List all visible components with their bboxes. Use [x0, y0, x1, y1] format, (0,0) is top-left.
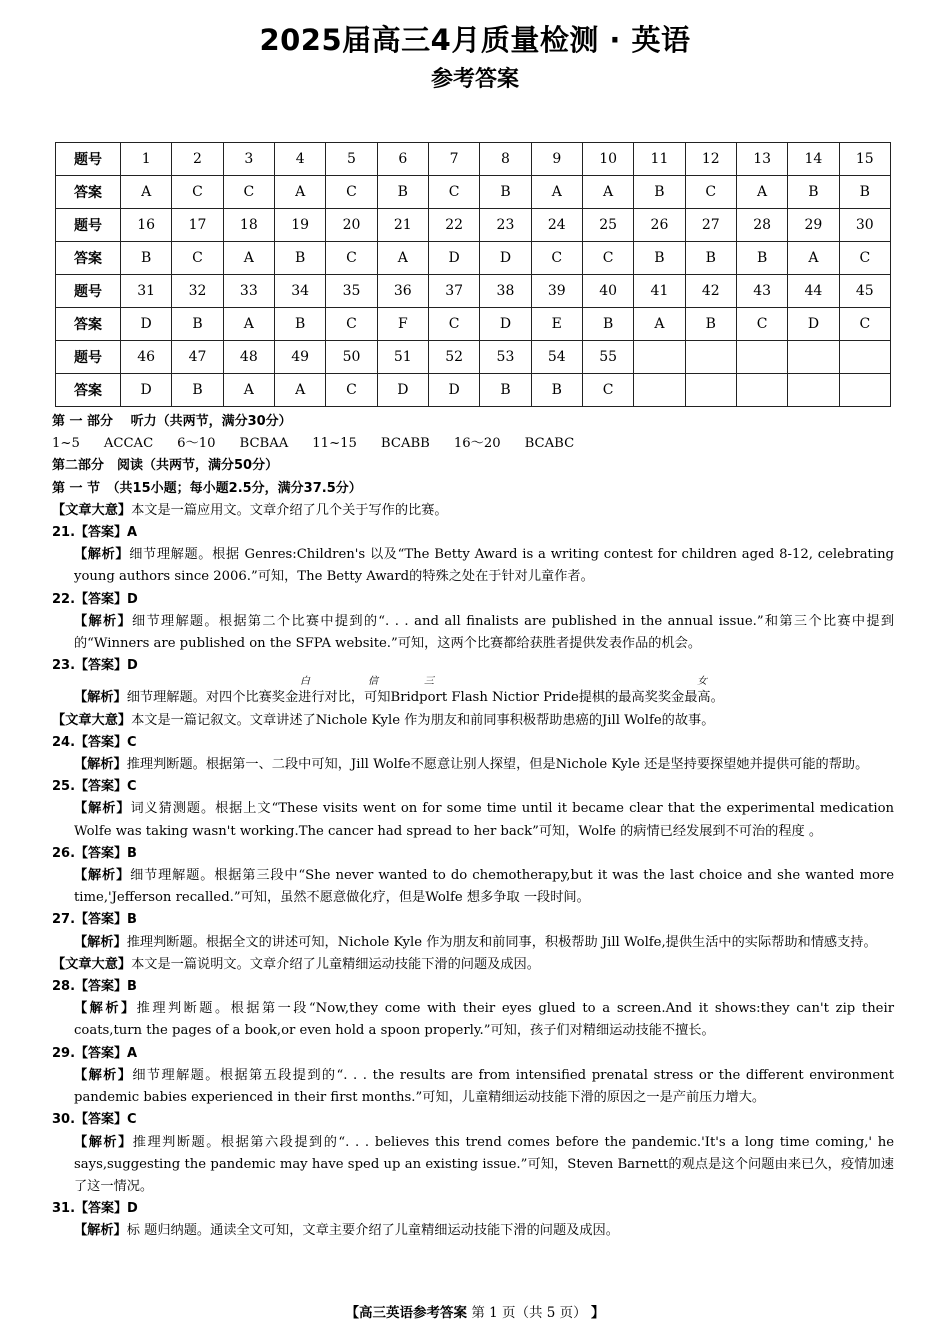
analysis-label: 【解析】: [74, 613, 132, 629]
analysis-text: 细节理解题。对四个比赛奖金进行对比，可知Bridport Flash Nictior Pride提棋的最高奖奖金最高。: [126, 690, 724, 706]
answer-cell: C: [839, 308, 890, 341]
answer-cell: D: [480, 242, 531, 275]
answer-value: A: [127, 1045, 138, 1061]
answer-cell: A: [274, 176, 325, 209]
part2-heading: 第二部分 阅读（共两节，满分50分）: [52, 458, 279, 474]
analysis: [52, 1220, 894, 1242]
answer-label: 【答案】: [75, 912, 128, 928]
analysis-label: 【解析】: [74, 1001, 137, 1017]
analysis-text: 推理判断题。根据第一、二段中可知，Jill Wolfe不愿意让别人探望，但是Nichole Kyle 还是坚持要探望她并提供可能的帮助。: [126, 757, 869, 773]
question-number-cell: 10: [582, 143, 633, 176]
question-number-row: [56, 341, 891, 374]
question-number-cell: 35: [326, 275, 377, 308]
answer-label: 【答案】: [75, 658, 128, 674]
question-number-cell: 45: [839, 275, 890, 308]
question-number-cell: 46: [121, 341, 172, 374]
question-number-cell: [685, 341, 736, 374]
row-label: 题号: [56, 209, 121, 242]
answer-cell: B: [634, 176, 685, 209]
question-number-row: [56, 209, 891, 242]
summary-text: 本文是一篇记叙文。文章讲述了Nichole Kyle 作为朋友和前同事积极帮助患癌的Jill Wolfe的故事。: [131, 712, 715, 728]
answer-cell: C: [326, 374, 377, 407]
answer-cell: E: [531, 308, 582, 341]
answer-cell: D: [428, 242, 479, 275]
question-number-cell: 28: [736, 209, 787, 242]
question-number-cell: 25: [582, 209, 633, 242]
analysis-text: 细节理解题。根据 Genres:Children's 以及“The Betty Award is a writing contest for children aged 8-12, celebrating young authors since 2006.”可知，The Betty Award的特殊之处在于针对儿童作者。: [74, 547, 895, 585]
mark: 白: [300, 676, 310, 688]
answer-cell: C: [172, 176, 223, 209]
answer-label: 【答案】: [75, 1201, 128, 1217]
answer-row: [56, 242, 891, 275]
answer-label: 【答案】: [75, 845, 128, 861]
answer-cell: B: [685, 308, 736, 341]
answer-cell: [788, 374, 839, 407]
question-number-cell: 22: [428, 209, 479, 242]
question-number: 26.: [52, 845, 76, 861]
analysis: [52, 1132, 894, 1199]
row-label: 答案: [56, 308, 121, 341]
article-summary: [52, 710, 894, 732]
question-number-cell: 27: [685, 209, 736, 242]
answer-value: B: [127, 912, 137, 928]
row-label: 答案: [56, 176, 121, 209]
analysis-label: 【解析】: [74, 1223, 127, 1239]
listening-group: BCABC: [524, 436, 575, 452]
answer-cell: D: [377, 374, 428, 407]
answer-cell: B: [531, 374, 582, 407]
answer-value: D: [127, 658, 138, 674]
analysis-label: 【解析】: [74, 868, 131, 884]
analysis-label: 【解析】: [74, 757, 127, 773]
question-number: 29.: [52, 1045, 76, 1061]
question-number-cell: 2: [172, 143, 223, 176]
answer-cell: A: [274, 374, 325, 407]
summary-text: 本文是一篇说明文。文章介绍了儿童精细运动技能下滑的问题及成因。: [131, 956, 540, 972]
answer-cell: C: [326, 308, 377, 341]
answer-cell: B: [685, 242, 736, 275]
answer-cell: C: [736, 308, 787, 341]
answer-cell: D: [121, 374, 172, 407]
answer-cell: D: [480, 308, 531, 341]
answer-row: [56, 176, 891, 209]
analysis-text: 推理判断题。根据第一段“Now,they come with their eyes glued to a screen.And it shows:they can't zip their coats,turn the pages of a book,or even hold a spoon properly.”可知，孩子们对精细运动技能不擅长。: [74, 1001, 895, 1039]
analysis: [52, 754, 894, 776]
answer-cell: C: [326, 242, 377, 275]
row-label: 答案: [56, 374, 121, 407]
question-number-cell: [839, 341, 890, 374]
answer-cell: B: [274, 242, 325, 275]
analysis: [52, 611, 894, 655]
mark: 信: [368, 676, 378, 688]
answer-cell: B: [480, 374, 531, 407]
answer-label: 【答案】: [75, 525, 128, 541]
summary-label: 【文章大意】: [52, 712, 132, 728]
answer-cell: B: [172, 308, 223, 341]
answer-value: C: [127, 779, 137, 795]
analysis-label: 【解析】: [74, 801, 131, 817]
question-number-cell: 42: [685, 275, 736, 308]
page-footer: [0, 1301, 950, 1321]
listening-group: 6～10: [177, 436, 216, 452]
listening-group: 16～20: [453, 436, 501, 452]
answer-label: 【答案】: [75, 1112, 128, 1128]
analysis-text: 推理判断题。根据全文的讲述可知，Nichole Kyle 作为朋友和前同事，积极帮助 Jill Wolfe,提供生活中的实际帮助和情感支持。: [126, 934, 877, 950]
question-number: 21.: [52, 525, 76, 541]
question-number: 23.: [52, 658, 76, 674]
question-number-cell: [788, 341, 839, 374]
answer-cell: [634, 374, 685, 407]
answer-cell: B: [172, 374, 223, 407]
analysis-text: 细节理解题。根据第五段提到的“. . . the results are from intensified prenatal stress or the different environment pandemic babies experienced in their first months.”可知，儿童精细运动技能下滑的原因之一是产前压力增大。: [74, 1067, 895, 1106]
answer-cell: A: [223, 374, 274, 407]
analysis: [52, 687, 894, 709]
question-number-cell: [736, 341, 787, 374]
question-number-cell: 48: [223, 341, 274, 374]
question-number-cell: 38: [480, 275, 531, 308]
analysis-label: 【解析】: [74, 1134, 133, 1150]
answer-cell: B: [788, 176, 839, 209]
answer-table: [55, 142, 891, 407]
answer-cell: B: [634, 242, 685, 275]
analysis-label: 【解析】: [74, 547, 130, 563]
summary-label: 【文章大意】: [52, 956, 132, 972]
part1-heading: 第 一 部分 听力（共两节，满分30分）: [52, 414, 292, 429]
listening-group: BCABB: [380, 436, 430, 452]
analysis-text: 细节理解题。根据第二个比赛中提到的“. . . and all finalists are published in the annual issue.”和第三个比赛中提到的“Winners are published on the SFPA website.”可知，这两个比赛都给获胜者提供发表作品的机会。: [74, 613, 895, 652]
answer-cell: C: [582, 374, 633, 407]
footer-label: 【高三英语参考答案: [345, 1305, 468, 1321]
answer-cell: B: [736, 242, 787, 275]
question-answer: [52, 776, 894, 798]
answer-cell: A: [736, 176, 787, 209]
article-summary: [52, 500, 894, 522]
question-number-cell: 51: [377, 341, 428, 374]
answer-row: [56, 374, 891, 407]
question-number-cell: 49: [274, 341, 325, 374]
question-number-cell: 23: [480, 209, 531, 242]
question-number-cell: 37: [428, 275, 479, 308]
answer-cell: C: [428, 308, 479, 341]
question-number: 27.: [52, 912, 76, 928]
question-number-cell: 29: [788, 209, 839, 242]
explanation-list: [52, 500, 894, 1243]
question-number-cell: 18: [223, 209, 274, 242]
question-number-cell: 11: [634, 143, 685, 176]
question-answer: [52, 589, 894, 611]
answer-cell: A: [377, 242, 428, 275]
row-label: 题号: [56, 143, 121, 176]
question-number-cell: 7: [428, 143, 479, 176]
answer-cell: B: [274, 308, 325, 341]
question-number: 30.: [52, 1112, 76, 1128]
answer-cell: F: [377, 308, 428, 341]
question-number-cell: 44: [788, 275, 839, 308]
answer-label: 【答案】: [75, 734, 128, 750]
analysis-text: 词义猜测题。根据上文“These visits went on for some time until it became clear that the experimental medication Wolfe was taking wasn't working.The cancer had spread to her back”可知，Wolfe 的病情已经发展到不可治的程度 。: [74, 801, 895, 839]
question-number-cell: 54: [531, 341, 582, 374]
answer-cell: B: [582, 308, 633, 341]
analysis-label: 【解析】: [74, 690, 127, 706]
question-answer: [52, 655, 894, 677]
answer-cell: C: [428, 176, 479, 209]
question-number-cell: 33: [223, 275, 274, 308]
answer-value: B: [127, 979, 137, 995]
answer-cell: C: [582, 242, 633, 275]
row-label: 题号: [56, 275, 121, 308]
analysis: [52, 998, 894, 1042]
listening-group: ACCAC: [103, 436, 154, 452]
summary-text: 本文是一篇应用文。文章介绍了几个关于写作的比赛。: [131, 502, 448, 518]
row-label: 答案: [56, 242, 121, 275]
answer-cell: A: [223, 242, 274, 275]
answer-row: [56, 308, 891, 341]
question-number: 24.: [52, 734, 76, 750]
question-number-cell: [634, 341, 685, 374]
summary-label: 【文章大意】: [52, 502, 132, 518]
question-number-cell: 32: [172, 275, 223, 308]
listening-group: 11~15: [312, 436, 357, 452]
answer-value: C: [127, 734, 137, 750]
answer-cell: A: [223, 308, 274, 341]
question-number-cell: 41: [634, 275, 685, 308]
answer-cell: D: [428, 374, 479, 407]
question-answer: [52, 909, 894, 931]
question-number-cell: 53: [480, 341, 531, 374]
question-number-cell: 50: [326, 341, 377, 374]
answer-label: 【答案】: [75, 779, 128, 795]
answer-cell: A: [788, 242, 839, 275]
document-subtitle: 参考答案: [430, 67, 519, 92]
question-number-cell: 31: [121, 275, 172, 308]
question-number-cell: 14: [788, 143, 839, 176]
analysis-label: 【解析】: [74, 934, 127, 950]
answer-cell: C: [839, 242, 890, 275]
section1-heading: 第 一 节 （共15小题；每小题2.5分，满分37.5分）: [52, 480, 362, 496]
question-number-cell: 6: [377, 143, 428, 176]
marginal-marks: [52, 677, 894, 687]
answer-value: B: [127, 845, 137, 861]
answer-cell: [736, 374, 787, 407]
question-number-cell: 17: [172, 209, 223, 242]
question-number-cell: 24: [531, 209, 582, 242]
question-number: 28.: [52, 979, 76, 995]
analysis: [52, 932, 894, 954]
listening-group: BCBAA: [239, 436, 289, 452]
question-answer: [52, 976, 894, 998]
analysis: [52, 798, 894, 842]
question-answer: [52, 1198, 894, 1220]
answer-cell: [685, 374, 736, 407]
question-number-row: [56, 143, 891, 176]
question-number-cell: 1: [121, 143, 172, 176]
analysis-text: 推理判断题。根据第六段提到的“. . . believes this trend comes before the pandemic.'It's a long time coming,' he says,suggesting the pandemic may have sped up an existing issue.”可知，Steven Barnett的观点是这个问题由来已久，疫情加速了这一情况。: [74, 1134, 895, 1194]
analysis-text: 标 题归纳题。通读全文可知，文章主要介绍了儿童精细运动技能下滑的问题及成因。: [126, 1223, 619, 1239]
question-number-cell: 20: [326, 209, 377, 242]
question-number-cell: 3: [223, 143, 274, 176]
question-answer: [52, 843, 894, 865]
answer-cell: D: [121, 308, 172, 341]
question-number-cell: 13: [736, 143, 787, 176]
listening-group: 1~5: [52, 436, 80, 452]
answer-cell: D: [788, 308, 839, 341]
answer-cell: B: [839, 176, 890, 209]
answer-cell: C: [223, 176, 274, 209]
question-number-cell: 16: [121, 209, 172, 242]
question-number-cell: 8: [480, 143, 531, 176]
question-number-cell: 52: [428, 341, 479, 374]
question-number-cell: 40: [582, 275, 633, 308]
question-number-cell: 55: [582, 341, 633, 374]
footer-close: 】: [590, 1305, 605, 1321]
question-answer: [52, 1043, 894, 1065]
answer-value: D: [127, 591, 138, 607]
question-answer: [52, 1109, 894, 1131]
analysis: [52, 865, 894, 909]
answer-cell: C: [531, 242, 582, 275]
question-number: 25.: [52, 779, 76, 795]
question-number-cell: 26: [634, 209, 685, 242]
question-number-cell: 12: [685, 143, 736, 176]
answer-cell: C: [172, 242, 223, 275]
question-number-cell: 30: [839, 209, 890, 242]
question-number-cell: 43: [736, 275, 787, 308]
answer-cell: A: [582, 176, 633, 209]
answer-cell: B: [121, 242, 172, 275]
question-number-cell: 36: [377, 275, 428, 308]
question-answer: [52, 522, 894, 544]
mark: 三: [424, 676, 434, 688]
answer-cell: C: [326, 176, 377, 209]
question-number-row: [56, 275, 891, 308]
question-number-cell: 47: [172, 341, 223, 374]
article-summary: [52, 954, 894, 976]
question-number: 31.: [52, 1201, 76, 1217]
answer-cell: B: [377, 176, 428, 209]
question-number-cell: 4: [274, 143, 325, 176]
answer-value: A: [127, 525, 138, 541]
question-number-cell: 39: [531, 275, 582, 308]
analysis: [52, 1065, 894, 1109]
answer-cell: C: [685, 176, 736, 209]
mark: 女: [697, 676, 707, 688]
answer-cell: [839, 374, 890, 407]
question-number-cell: 5: [326, 143, 377, 176]
answer-label: 【答案】: [75, 591, 128, 607]
listening-answers: [52, 433, 894, 455]
analysis-text: 细节理解题。根据第三段中“She never wanted to do chemotherapy,but it was the last choice and she wanted more time,'Jefferson recalled.”可知，虽然不愿意做化疗，但是Wolfe 想多争取 一段时间。: [74, 868, 894, 906]
answer-cell: B: [480, 176, 531, 209]
question-number-cell: 34: [274, 275, 325, 308]
analysis-label: 【解析】: [74, 1067, 133, 1083]
answer-label: 【答案】: [75, 1045, 128, 1061]
row-label: 题号: [56, 341, 121, 374]
answer-cell: A: [121, 176, 172, 209]
question-number-cell: 19: [274, 209, 325, 242]
answer-label: 【答案】: [75, 979, 128, 995]
answer-cell: A: [634, 308, 685, 341]
analysis: [52, 544, 894, 588]
answer-value: D: [127, 1201, 138, 1217]
question-number-cell: 15: [839, 143, 890, 176]
question-number-cell: 9: [531, 143, 582, 176]
answer-content: [52, 411, 894, 1243]
document-title: 2025届高三4月质量检测 · 英语: [259, 23, 691, 57]
answer-value: C: [127, 1112, 137, 1128]
question-number-cell: 21: [377, 209, 428, 242]
footer-page: 第 1 页（共 5 页）: [471, 1305, 587, 1321]
answer-cell: A: [531, 176, 582, 209]
question-answer: [52, 732, 894, 754]
question-number: 22.: [52, 591, 76, 607]
